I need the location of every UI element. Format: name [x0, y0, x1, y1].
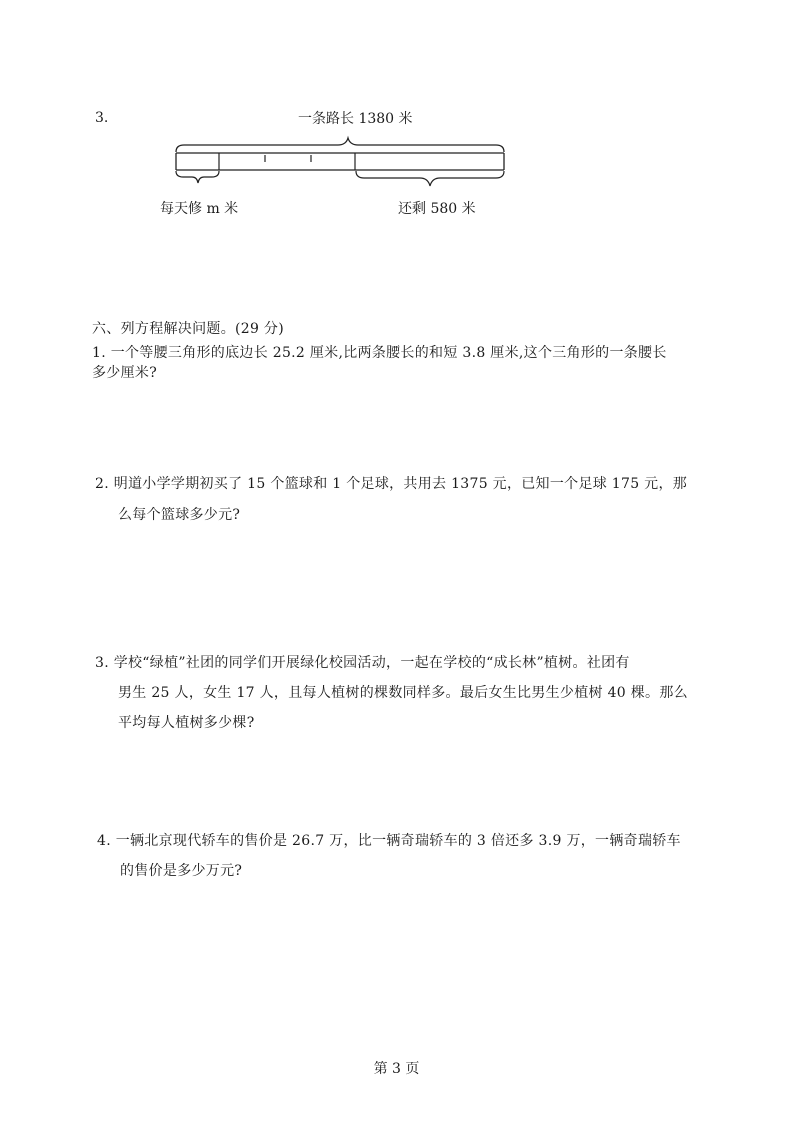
page-number: 第 3 页 [373, 1061, 420, 1077]
question-4-line-2: 的售价是多少万元? [120, 863, 243, 879]
diagram-right-label: 还剩 580 米 [398, 201, 476, 217]
question-3-line-1: 3. 学校“绿植”社团的同学们开展绿化校园活动，一起在学校的“成长林”植树。社团有 [95, 655, 630, 671]
line-segment-diagram [0, 0, 793, 260]
question-4-line-1: 4. 一辆北京现代轿车的售价是 26.7 万，比一辆奇瑞轿车的 3 倍还多 3.9 万，一辆奇瑞轿车 [97, 833, 681, 849]
right-bottom-brace [356, 171, 504, 186]
diagram-left-label: 每天修 m 米 [160, 201, 239, 217]
question-2-line-2: 么每个篮球多少元? [118, 507, 241, 523]
question-1-line-1: 1. 一个等腰三角形的底边长 25.2 厘米,比两条腰长的和短 3.8 厘米,这个三角形的一条腰长 [92, 345, 667, 361]
question-3-line-3: 平均每人植树多少棵? [118, 715, 255, 731]
question-1-line-2: 多少厘米? [92, 365, 158, 381]
question-2-line-1: 2. 明道小学学期初买了 15 个篮球和 1 个足球，共用去 1375 元，已知一个足球 175 元，那 [95, 476, 688, 492]
left-bottom-brace [176, 171, 219, 183]
top-brace [176, 138, 504, 152]
diagram-title: 一条路长 1380 米 [298, 111, 413, 127]
section-heading: 六、列方程解决问题。(29 分) [92, 321, 284, 337]
question-3-line-2: 男生 25 人，女生 17 人，且每人植树的棵数同样多。最后女生比男生少植树 40 棵。那么 [118, 685, 688, 701]
diagram-number: 3. [95, 110, 109, 126]
